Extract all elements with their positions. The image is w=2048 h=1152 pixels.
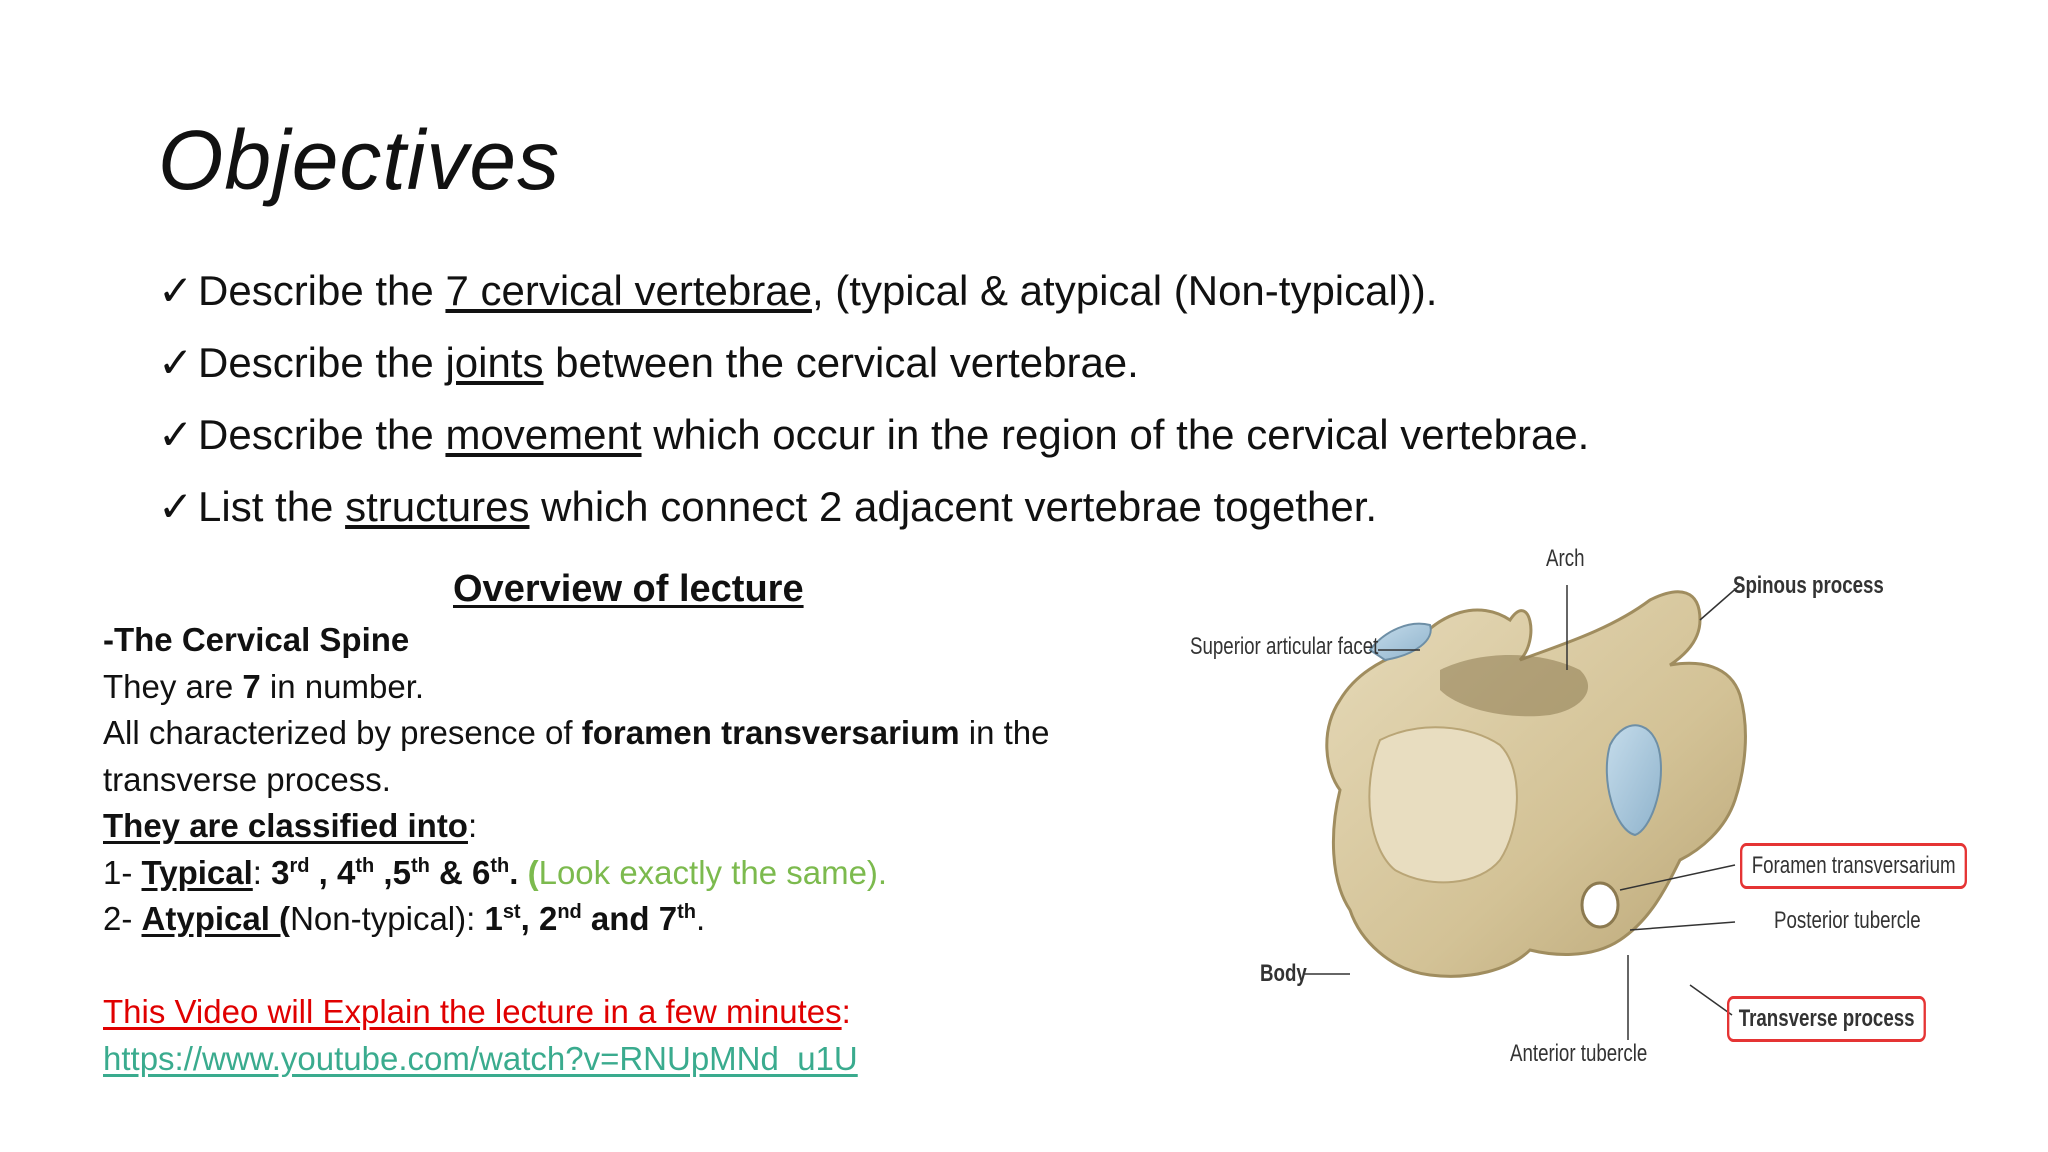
classified-heading: They are classified into — [103, 807, 468, 844]
label-anterior-tubercle: Anterior tubercle — [1510, 1040, 1648, 1067]
objective-keyword: movement — [445, 411, 642, 458]
objective-text: Describe the — [198, 339, 446, 386]
video-text: This Video will Explain the lecture in a few minutes — [103, 993, 842, 1030]
ordinal: 3 — [271, 853, 290, 891]
ordinal: 1 — [484, 900, 503, 937]
ordinal: , 4 — [309, 853, 356, 891]
text: . — [696, 900, 706, 937]
label-spinous-process: Spinous process — [1733, 572, 1884, 599]
body-surface-shape — [1369, 727, 1517, 882]
overview-count — [103, 664, 1163, 711]
objective-text: between the cervical vertebrae. — [543, 339, 1139, 386]
atypical-label: Atypical ( — [141, 900, 291, 937]
label-superior-articular-facet: Superior articular facet — [1190, 633, 1379, 660]
video-link[interactable]: https://www.youtube.com/watch?v=RNUpMNd_u1U — [103, 1039, 858, 1077]
typical-label: Typical — [141, 853, 253, 891]
overview-atypical — [103, 896, 1163, 943]
objectives-list — [158, 255, 1589, 543]
typical-note: Look exactly the same). — [538, 853, 888, 891]
label-foramen-transversarium: Foramen transversarium — [1740, 843, 1967, 889]
label-posterior-tubercle: Posterior tubercle — [1774, 907, 1921, 934]
text: transverse process. — [103, 760, 391, 798]
text: 2- — [103, 900, 142, 937]
overview-typical — [103, 850, 1163, 897]
text: 1- — [103, 853, 142, 891]
foramen-transversarium-shape — [1582, 883, 1618, 927]
overview-heading — [103, 617, 1163, 664]
overview-body — [103, 617, 1163, 1082]
overview-heading-text: -The Cervical Spine — [103, 621, 410, 658]
count-number: 7 — [242, 667, 261, 705]
objective-keyword: 7 cervical vertebrae — [445, 267, 812, 314]
video-line — [103, 989, 1163, 1036]
keyword: foramen transversarium — [581, 714, 960, 751]
objective-text: , (typical & atypical (Non-typical)). — [811, 267, 1438, 314]
ordinal: , 2 — [520, 900, 558, 937]
objective-text: Describe the — [198, 267, 446, 314]
text: : — [252, 853, 272, 891]
label-body: Body — [1260, 960, 1307, 987]
overview-characteristic-cont — [103, 757, 1163, 804]
text: They are — [103, 667, 243, 705]
text: : — [841, 993, 851, 1030]
check-icon: ✓ — [158, 339, 194, 386]
spacer — [103, 943, 1163, 990]
text: in number. — [260, 667, 425, 705]
objective-item — [158, 399, 1589, 471]
text: Non-typical): — [290, 900, 485, 937]
objective-text: List the — [198, 483, 346, 530]
video-link-line — [103, 1036, 1163, 1083]
objective-item — [158, 327, 1589, 399]
text: . — [509, 853, 519, 891]
overview-classified — [103, 803, 1163, 850]
check-icon: ✓ — [158, 483, 194, 530]
text: : — [467, 807, 478, 844]
text: ( — [518, 853, 539, 891]
ordinal-suffix: th — [677, 901, 696, 923]
ordinal-suffix: st — [502, 901, 521, 923]
slide-title: Objectives — [158, 113, 561, 207]
vertebra-diagram — [1180, 530, 1980, 1090]
text: All characterized by presence of — [103, 714, 582, 751]
text: in the — [959, 714, 1050, 751]
objective-keyword: joints — [445, 339, 544, 386]
overview-characteristic — [103, 710, 1163, 757]
label-transverse-process: Transverse process — [1727, 996, 1926, 1042]
ordinal-suffix: th — [490, 854, 510, 877]
overview-title: Overview of lecture — [453, 568, 804, 610]
objective-item — [158, 255, 1589, 327]
ordinal-suffix: th — [355, 854, 375, 877]
objective-keyword: structures — [345, 483, 530, 530]
objective-text: which connect 2 adjacent vertebrae together. — [529, 483, 1378, 530]
check-icon: ✓ — [158, 411, 194, 458]
objective-text: Describe the — [198, 411, 446, 458]
ordinal: & 6 — [429, 853, 491, 891]
ordinal-suffix: rd — [289, 854, 310, 877]
check-icon: ✓ — [158, 267, 194, 314]
label-arch: Arch — [1546, 545, 1585, 572]
objective-text: which occur in the region of the cervical vertebrae. — [641, 411, 1590, 458]
ordinal: ,5 — [374, 853, 411, 891]
ordinal-suffix: th — [410, 854, 430, 877]
ordinal-suffix: nd — [557, 901, 582, 923]
ordinal: and 7 — [581, 900, 678, 937]
